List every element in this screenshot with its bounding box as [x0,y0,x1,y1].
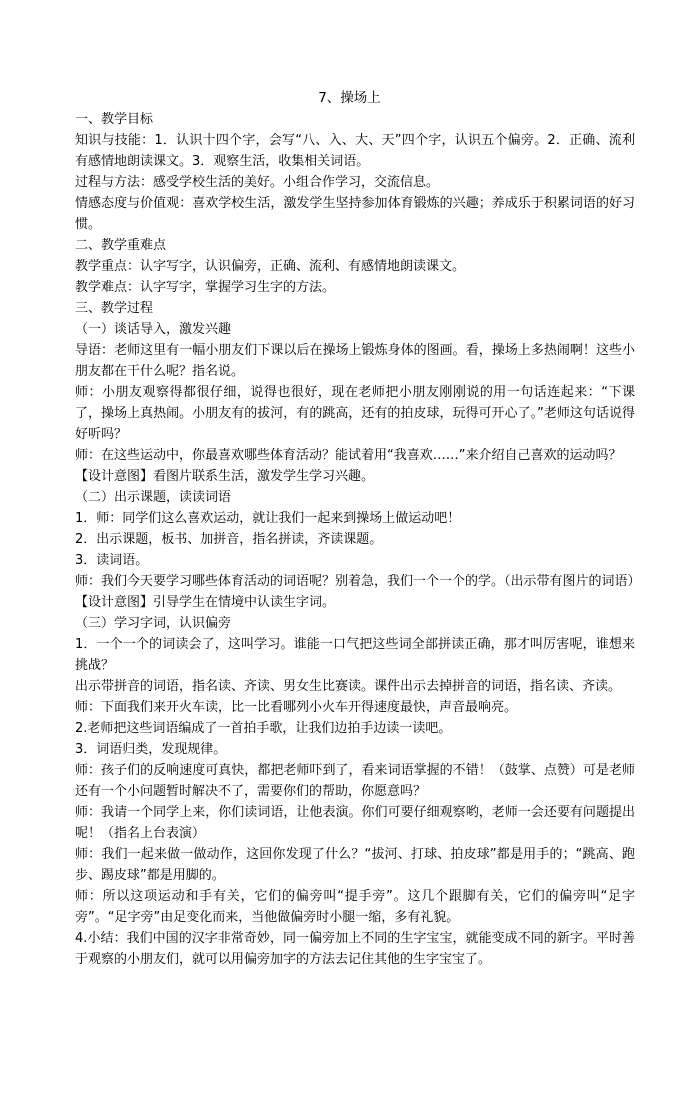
design-intent-note: 【设计意图】看图片联系生活，激发学生学习兴趣。 [75,469,375,484]
paragraph: 过程与方法：感受学校生活的美好。小组合作学习，交流信息。 [75,175,440,190]
paragraph: 师：小朋友观察得都很仔细，说得也很好，现在老师把小朋友刚刚说的用一句话连起来：“下课了，操场上真热闹。小朋友有的拔河，有的跳高，还有的拍皮球，玩得可开心了。”老师这句话说得好听吗？ [75,385,635,442]
lesson-title: 7、操场上 [318,90,381,106]
paragraph: 教学难点：认字写字，掌握学习生字的方法。 [75,280,336,295]
paragraph: 师：孩子们的反响速度可真快，都把老师吓到了，看来词语掌握的不错！（鼓掌、点赞）可是老师还有一个小问题暂时解决不了，需要你们的帮助，你愿意吗？ [75,763,635,799]
paragraph: 2．出示课题，板书、加拼音，指名拼读，齐读课题。 [75,532,383,547]
paragraph: 师：我请一个同学上来，你们读词语，让他表演。你们可要仔细观察哟，老师一会还要有问题提出呢！（指名上台表演） [75,805,635,841]
subsection-heading: （三）学习字词，认识偏旁 [75,616,232,631]
paragraph: 出示带拼音的词语，指名读、齐读、男女生比赛读。课件出示去掉拼音的词语，指名读、齐读。 [75,679,622,694]
paragraph: 1．师：同学们这么喜欢运动，就让我们一起来到操场上做运动吧！ [75,511,461,526]
paragraph: 导语：老师这里有一幅小朋友们下课以后在操场上锻炼身体的图画。看，操场上多热闹啊！这些小朋友都在干什么呢？指名说。 [75,343,635,379]
paragraph: 2.老师把这些词语编成了一首拍手歌，让我们边拍手边读一读吧。 [75,721,452,736]
subsection-heading: （一）谈话导入，激发兴趣 [75,322,232,337]
paragraph: 教学重点：认字写字，认识偏旁，正确、流利、有感情地朗读课文。 [75,259,466,274]
subsection-heading: （二）出示课题，读读词语 [75,490,232,505]
paragraph: 师：我们一起来做一做动作，这回你发现了什么？“拔河、打球、拍皮球”都是用手的；“跳高、跑步、踢皮球”都是用脚的。 [75,847,635,883]
paragraph: 师：我们今天要学习哪些体育活动的词语呢？别着急，我们一个一个的学。（出示带有图片的词语） [75,574,641,589]
paragraph: 1．一个一个的词读会了，这叫学习。谁能一口气把这些词全部拼读正确，那才叫厉害呢，谁想来挑战？ [75,637,635,673]
section-heading: 三、教学过程 [75,301,154,316]
section-heading: 二、教学重难点 [75,238,167,253]
paragraph: 师：在这些运动中，你最喜欢哪些体育活动？能试着用“我喜欢……”来介绍自己喜欢的运动吗？ [75,448,622,463]
section-heading: 一、教学目标 [75,112,154,127]
design-intent-note: 【设计意图】引导学生在情境中认读生字词。 [75,595,336,610]
paragraph: 3．词语归类，发现规律。 [75,742,227,757]
document-body [75,109,641,970]
paragraph: 3．读词语。 [75,553,149,568]
paragraph: 知识与技能：1．认识十四个字，会写“八、入、大、天”四个字，认识五个偏旁。2．正确、流利有感情地朗读课文。3．观察生活，收集相关词语。 [75,133,635,169]
paragraph: 4.小结：我们中国的汉字非常奇妙，同一偏旁加上不同的生字宝宝，就能变成不同的新字。平时善于观察的小朋友们，就可以用偏旁加字的方法去记住其他的生字宝宝了。 [75,931,635,967]
paragraph: 师：所以这项运动和手有关，它们的偏旁叫“提手旁”。这几个跟脚有关，它们的偏旁叫“足字旁”。“足字旁”由足变化而来，当他做偏旁时小腿一缩，多有礼貌。 [75,889,635,925]
paragraph: 师：下面我们来开火车读，比一比看哪列小火车开得速度最快，声音最响亮。 [75,700,518,715]
paragraph: 情感态度与价值观：喜欢学校生活，激发学生坚持参加体育锻炼的兴趣；养成乐于积累词语的好习惯。 [75,196,635,232]
